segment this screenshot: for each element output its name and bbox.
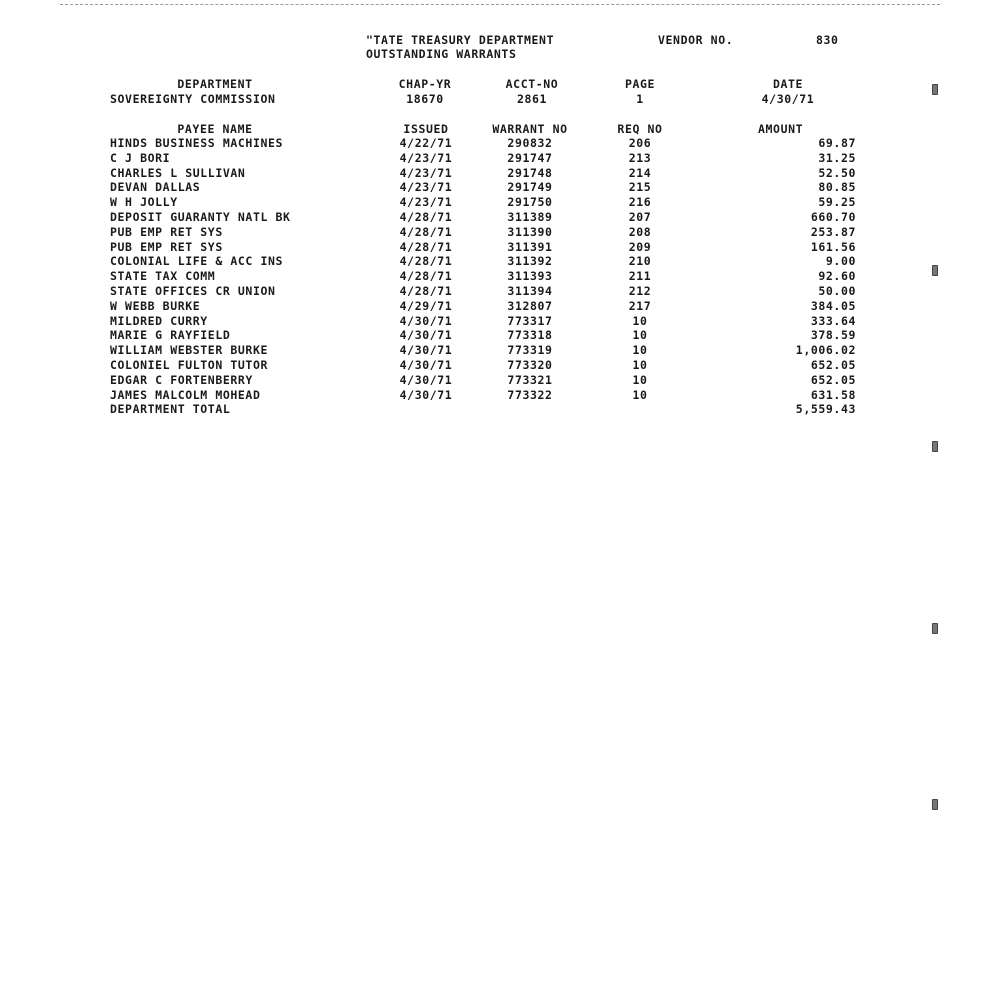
- warrant-number-cell: 291748: [507, 165, 553, 180]
- table-row: [0, 151, 984, 166]
- report-title: "TATE TREASURY DEPARTMENT: [366, 33, 555, 47]
- payee-name-cell: PUB EMP RET SYS: [110, 239, 223, 254]
- department-label: DEPARTMENT: [177, 77, 253, 91]
- req-number-cell: 10: [632, 313, 648, 328]
- req-number-cell: 217: [628, 298, 652, 313]
- issued-date-cell: 4/30/71: [399, 313, 453, 328]
- amount-cell: 652.05: [810, 358, 856, 372]
- req-number-cell: 10: [632, 343, 648, 358]
- table-row: [0, 136, 984, 151]
- issued-date-cell: 4/28/71: [399, 224, 453, 239]
- table-row: [0, 373, 984, 388]
- warrant-number-cell: 291747: [507, 150, 553, 165]
- amount-cell: 652.05: [810, 372, 856, 387]
- issued-date-cell: 4/30/71: [399, 387, 453, 402]
- req-number-cell: 206: [628, 136, 652, 150]
- payee-name-cell: DEVAN DALLAS: [110, 180, 201, 195]
- table-row: [0, 358, 984, 373]
- table-row: [0, 284, 984, 299]
- warrant-number-cell: 291749: [507, 180, 553, 195]
- payee-name-cell: HINDS BUSINESS MACHINES: [110, 136, 284, 150]
- report-subtitle: OUTSTANDING WARRANTS: [366, 47, 517, 61]
- margin-mark: [932, 799, 938, 810]
- req-number-cell: 10: [632, 328, 648, 343]
- issued-date-cell: 4/29/71: [399, 298, 453, 313]
- table-row: [0, 240, 984, 255]
- warrant-number-cell: 773319: [507, 343, 553, 358]
- payee-name-cell: PUB EMP RET SYS: [110, 224, 223, 239]
- amount-column-header: AMOUNT: [758, 122, 804, 136]
- issued-date-cell: 4/30/71: [399, 372, 453, 387]
- page-value: 1: [636, 92, 644, 106]
- table-row: [0, 195, 984, 210]
- payee-name-cell: JAMES MALCOLM MOHEAD: [110, 387, 261, 402]
- table-row: [0, 388, 984, 403]
- issued-date-cell: 4/22/71: [399, 136, 453, 150]
- chap-yr-value: 18670: [406, 92, 444, 106]
- req-number-cell: 215: [628, 180, 652, 195]
- payee-name-cell: W WEBB BURKE: [110, 298, 201, 313]
- req-number-cell: 214: [628, 165, 652, 180]
- table-row: [0, 225, 984, 240]
- table-row: [0, 254, 984, 269]
- margin-mark: [932, 265, 938, 276]
- chap-yr-label: CHAP-YR: [398, 77, 452, 91]
- payee-name-cell: MILDRED CURRY: [110, 313, 208, 328]
- total-amount: 5,559.43: [795, 402, 856, 417]
- payee-name-cell: CHARLES L SULLIVAN: [110, 165, 246, 180]
- table-row: [0, 314, 984, 329]
- issued-column-header: ISSUED: [403, 122, 449, 136]
- warrant-number-cell: 773322: [507, 387, 553, 402]
- amount-cell: 31.25: [818, 150, 856, 165]
- payee-name-cell: WILLIAM WEBSTER BURKE: [110, 343, 268, 358]
- req-number-cell: 212: [628, 284, 652, 298]
- warrant-number-cell: 311392: [507, 254, 553, 269]
- payee-name-cell: DEPOSIT GUARANTY NATL BK: [110, 210, 291, 224]
- req-number-cell: 10: [632, 358, 648, 372]
- vendor-label: VENDOR NO.: [658, 33, 734, 47]
- issued-date-cell: 4/28/71: [399, 210, 453, 224]
- issued-date-cell: 4/30/71: [399, 343, 453, 358]
- warrant-number-cell: 773317: [507, 313, 553, 328]
- issued-date-cell: 4/28/71: [399, 239, 453, 254]
- payee-name-cell: COLONIAL LIFE & ACC INS: [110, 254, 284, 269]
- req-number-cell: 210: [628, 254, 652, 269]
- top-perforation-rule: [60, 4, 940, 5]
- req-number-cell: 211: [628, 269, 652, 284]
- amount-cell: 161.56: [810, 239, 856, 254]
- issued-date-cell: 4/30/71: [399, 358, 453, 372]
- amount-cell: 384.05: [810, 298, 856, 313]
- payee-name-cell: C J BORI: [110, 150, 171, 165]
- warrant-number-cell: 312807: [507, 298, 553, 313]
- payee-column-header: PAYEE NAME: [177, 122, 253, 136]
- req-column-header: REQ NO: [617, 122, 663, 136]
- acct-no-label: ACCT-NO: [505, 77, 559, 91]
- table-row: [0, 328, 984, 343]
- warrant-number-cell: 291750: [507, 195, 553, 210]
- amount-cell: 92.60: [818, 269, 856, 284]
- amount-cell: 253.87: [810, 224, 856, 239]
- amount-cell: 9.00: [825, 254, 856, 269]
- department-value: SOVEREIGNTY COMMISSION: [110, 92, 276, 106]
- warrant-number-cell: 311394: [507, 284, 553, 298]
- amount-cell: 631.58: [810, 387, 856, 402]
- warrant-number-cell: 773321: [507, 372, 553, 387]
- table-row: [0, 180, 984, 195]
- date-label: DATE: [772, 77, 804, 91]
- payee-name-cell: STATE TAX COMM: [110, 269, 216, 284]
- table-row: [0, 166, 984, 181]
- table-row: [0, 269, 984, 284]
- warrant-number-cell: 773320: [507, 358, 553, 372]
- req-number-cell: 207: [628, 210, 652, 224]
- payee-name-cell: MARIE G RAYFIELD: [110, 328, 231, 343]
- issued-date-cell: 4/28/71: [399, 254, 453, 269]
- amount-cell: 333.64: [810, 313, 856, 328]
- table-row: [0, 210, 984, 225]
- issued-date-cell: 4/23/71: [399, 150, 453, 165]
- warrant-number-cell: 311391: [507, 239, 553, 254]
- issued-date-cell: 4/23/71: [399, 165, 453, 180]
- date-value: 4/30/71: [761, 92, 815, 106]
- req-number-cell: 213: [628, 150, 652, 165]
- issued-date-cell: 4/30/71: [399, 328, 453, 343]
- issued-date-cell: 4/23/71: [399, 195, 453, 210]
- issued-date-cell: 4/23/71: [399, 180, 453, 195]
- department-total-row: [0, 402, 984, 417]
- warrant-number-cell: 290832: [507, 136, 553, 150]
- table-row: [0, 299, 984, 314]
- amount-cell: 52.50: [818, 165, 856, 180]
- amount-cell: 59.25: [818, 195, 856, 210]
- amount-cell: 80.85: [818, 180, 856, 195]
- req-number-cell: 10: [632, 387, 648, 402]
- issued-date-cell: 4/28/71: [399, 284, 453, 298]
- amount-cell: 378.59: [810, 328, 856, 343]
- warrant-number-cell: 311389: [507, 210, 553, 224]
- vendor-number: 830: [816, 33, 839, 47]
- amount-cell: 660.70: [810, 210, 856, 224]
- req-number-cell: 216: [628, 195, 652, 210]
- amount-cell: 1,006.02: [795, 343, 856, 358]
- req-number-cell: 208: [628, 224, 652, 239]
- warrant-number-cell: 311390: [507, 224, 553, 239]
- warrant-column-header: WARRANT NO: [492, 122, 568, 136]
- payee-name-cell: STATE OFFICES CR UNION: [110, 284, 276, 298]
- payee-name-cell: COLONIEL FULTON TUTOR: [110, 358, 268, 372]
- warrant-number-cell: 773318: [507, 328, 553, 343]
- table-row: [0, 343, 984, 358]
- payee-name-cell: EDGAR C FORTENBERRY: [110, 372, 253, 387]
- acct-no-value: 2861: [516, 92, 548, 106]
- page-label: PAGE: [624, 77, 656, 91]
- amount-cell: 50.00: [818, 284, 856, 298]
- total-label: DEPARTMENT TOTAL: [110, 402, 231, 417]
- req-number-cell: 10: [632, 372, 648, 387]
- payee-name-cell: W H JOLLY: [110, 195, 178, 210]
- amount-cell: 69.87: [818, 136, 856, 150]
- margin-mark: [932, 441, 938, 452]
- margin-mark: [932, 84, 938, 95]
- margin-mark: [932, 623, 938, 634]
- issued-date-cell: 4/28/71: [399, 269, 453, 284]
- req-number-cell: 209: [628, 239, 652, 254]
- warrant-number-cell: 311393: [507, 269, 553, 284]
